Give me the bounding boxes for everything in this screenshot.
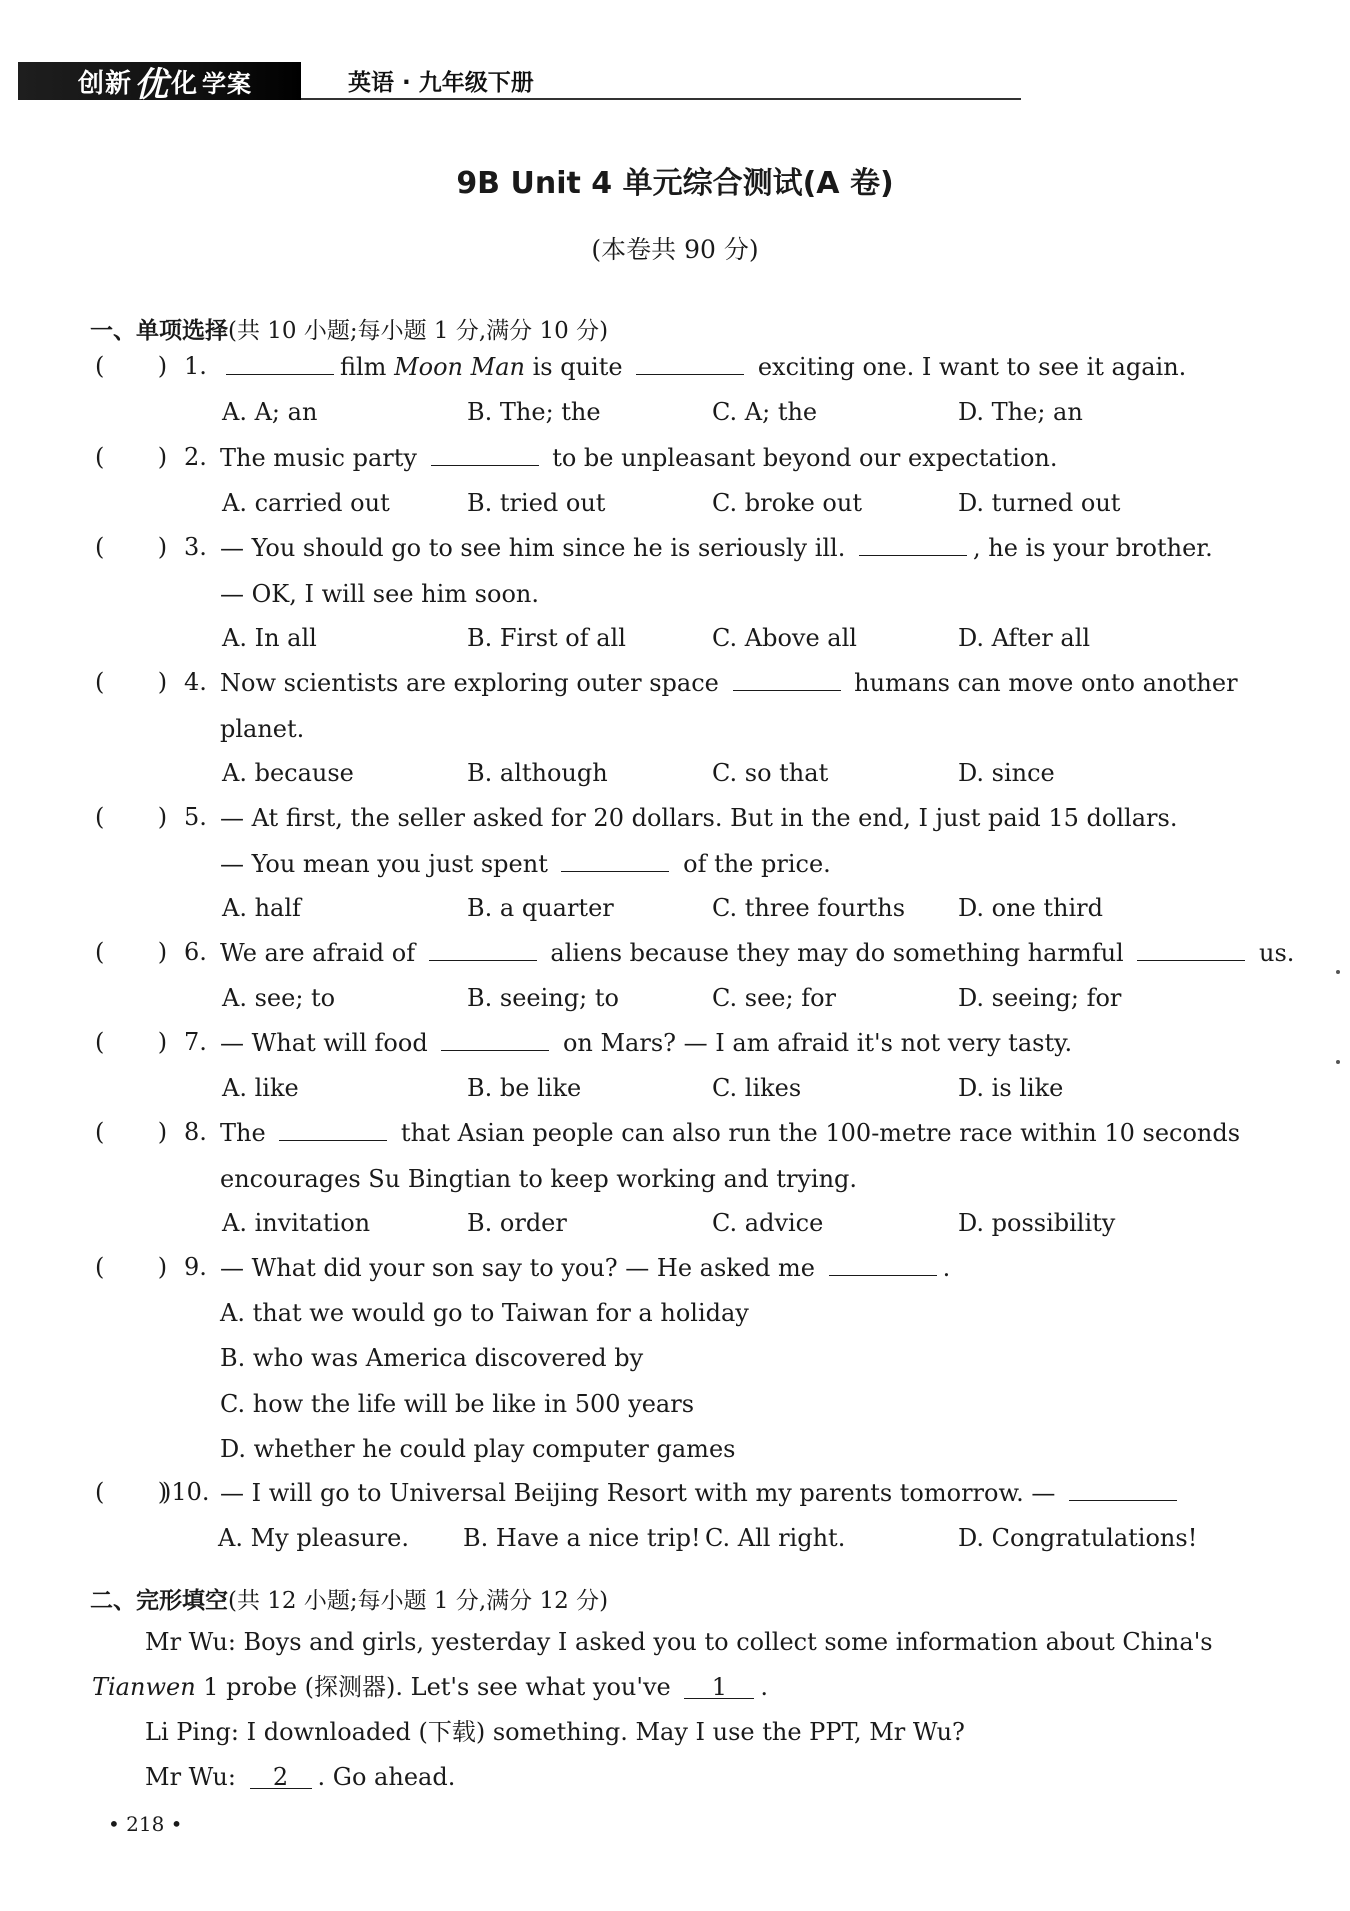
text: — What did your son say to you? — He asked me [220, 1254, 823, 1282]
text: us. [1251, 939, 1295, 967]
question-number: 3. [184, 533, 207, 561]
option[interactable]: A. like [222, 1073, 299, 1102]
option[interactable]: A. carried out [222, 488, 390, 517]
answer-blank[interactable] [829, 1253, 937, 1276]
answer-bracket[interactable]: ( ) [95, 352, 168, 380]
answer-bracket[interactable]: ( ) [95, 443, 168, 471]
option[interactable]: B. tried out [467, 488, 606, 517]
option[interactable]: D. one third [958, 894, 1103, 922]
brand-part: 化 [171, 68, 199, 99]
answer-bracket[interactable]: ( ) [95, 668, 168, 696]
brand-logo [18, 62, 301, 105]
question-stem: planet. [220, 714, 305, 743]
option[interactable]: A. A; an [222, 397, 318, 426]
option[interactable]: B. a quarter [467, 894, 614, 922]
page-title: 9B Unit 4 单元综合测试(A 卷) [456, 166, 894, 201]
option[interactable]: C. broke out [712, 488, 862, 517]
page-header [18, 62, 1018, 105]
text: on Mars? — I am afraid it's not very tasty. [555, 1029, 1073, 1057]
option[interactable]: D. is like [958, 1073, 1064, 1102]
question-number: 6. [184, 938, 207, 966]
answer-bracket[interactable]: ( ) [95, 1253, 168, 1281]
option[interactable]: A. that we would go to Taiwan for a holiday [220, 1298, 749, 1327]
option[interactable]: C. All right. [705, 1523, 846, 1552]
question-stem: encourages Su Bingtian to keep working and trying. [220, 1164, 858, 1193]
section-heading [90, 1582, 608, 1615]
option[interactable]: A. because [222, 759, 354, 787]
answer-blank[interactable] [429, 938, 537, 961]
option[interactable]: B. First of all [467, 624, 626, 652]
answer-blank[interactable] [1069, 1478, 1177, 1501]
question-number: 5. [184, 803, 207, 831]
question-stem [220, 1118, 1240, 1148]
text: of the price. [675, 849, 831, 878]
total-score: (本卷共 90 分) [591, 235, 759, 264]
question-number: 9. [184, 1253, 207, 1281]
answer-bracket[interactable]: ( ) [95, 1028, 168, 1056]
section-heading [90, 312, 608, 345]
question-stem [220, 443, 1058, 473]
question-number: )10. [162, 1478, 210, 1506]
question-stem [220, 1253, 950, 1283]
dialogue-line [92, 1672, 768, 1702]
answer-blank[interactable] [226, 352, 334, 375]
option[interactable]: A. see; to [222, 983, 336, 1012]
section-label: 一、单项选择 [90, 318, 228, 344]
option[interactable]: D. Congratulations! [958, 1523, 1198, 1552]
text: Now scientists are exploring outer space [220, 669, 727, 697]
question-stem [220, 1028, 1072, 1058]
answer-blank[interactable] [561, 849, 669, 872]
option[interactable]: C. how the life will be like in 500 years [220, 1389, 695, 1418]
brand-part: 优 [134, 64, 170, 105]
answer-bracket[interactable]: ( ) [95, 533, 168, 561]
option[interactable]: B. who was America discovered by [220, 1344, 644, 1372]
dialogue-line [145, 1762, 455, 1792]
answer-blank[interactable] [431, 443, 539, 466]
question-stem [220, 668, 1238, 698]
text: The [220, 1119, 274, 1147]
option[interactable]: C. likes [712, 1073, 802, 1102]
dialogue-line: Li Ping: I downloaded (下载) something. May I use the PPT, Mr Wu? [145, 1718, 965, 1746]
option[interactable]: B. although [467, 759, 608, 787]
question-number: 8. [184, 1118, 207, 1146]
section-note: (共 12 小题;每小题 1 分,满分 12 分) [228, 1588, 609, 1614]
option[interactable]: B. The; the [467, 397, 601, 426]
text: — At first, the seller asked for 20 dollars. But in the end, I just paid 15 dollars. [220, 804, 1178, 832]
answer-blank[interactable] [279, 1118, 387, 1141]
question-stem [220, 938, 1294, 968]
answer-bracket[interactable]: ( ) [95, 938, 168, 966]
question-number: 7. [184, 1028, 207, 1056]
section-label: 二、完形填空 [90, 1588, 228, 1614]
answer-blank[interactable] [733, 668, 841, 691]
option[interactable]: D. turned out [958, 488, 1121, 517]
scan-mark [1336, 970, 1340, 974]
page-number: • 218 • [108, 1812, 183, 1836]
text: humans can move onto another [846, 669, 1238, 697]
answer-bracket[interactable]: ( ) [95, 1478, 168, 1506]
header-rule [301, 98, 1021, 100]
text: . [760, 1673, 769, 1701]
option[interactable]: A. half [222, 894, 301, 922]
option[interactable]: D. possibility [958, 1209, 1116, 1237]
option[interactable]: C. Above all [712, 624, 857, 652]
option[interactable]: D. After all [958, 624, 1091, 652]
text: exciting one. I want to see it again. [750, 353, 1187, 381]
question-stem [220, 849, 831, 879]
option[interactable]: D. seeing; for [958, 983, 1122, 1012]
option[interactable]: A. In all [222, 624, 317, 652]
text: aliens because they may do something harmful [542, 939, 1132, 967]
text: Mr Wu: [145, 1763, 244, 1791]
question-stem [220, 803, 1177, 833]
film-title: Moon Man [394, 353, 525, 381]
text: that Asian people can also run the 100-metre race within 10 seconds [393, 1119, 1241, 1147]
scan-mark [1336, 1060, 1340, 1064]
question-stem [220, 533, 1213, 563]
text: 1 probe (探测器). Let's see what you've [195, 1673, 679, 1701]
option[interactable]: A. My pleasure. [218, 1523, 409, 1552]
option[interactable]: B. order [467, 1209, 567, 1237]
section-note: (共 10 小题;每小题 1 分,满分 10 分) [228, 318, 609, 344]
option[interactable]: D. whether he could play computer games [220, 1435, 736, 1463]
option[interactable]: B. seeing; to [467, 983, 619, 1012]
text: is quite [524, 353, 631, 381]
question-stem: — OK, I will see him soon. [220, 579, 539, 608]
answer-bracket[interactable]: ( ) [95, 803, 168, 831]
text: — What will food [220, 1029, 436, 1057]
question-number: 1. [184, 352, 207, 380]
option[interactable]: A. invitation [222, 1209, 371, 1237]
option[interactable]: B. be like [467, 1073, 582, 1102]
cloze-blank[interactable] [250, 1762, 312, 1789]
option[interactable]: C. A; the [712, 397, 818, 426]
question-stem [220, 352, 1186, 382]
text: . Go ahead. [317, 1763, 456, 1791]
text: , he is your brother. [972, 534, 1213, 562]
answer-blank[interactable] [636, 352, 744, 375]
option[interactable]: B. Have a nice trip! [463, 1523, 701, 1552]
subject-label: 英语 · 九年级下册 [348, 70, 534, 96]
text: The music party [220, 444, 425, 472]
question-number: 2. [184, 443, 207, 471]
question-number: 4. [184, 668, 207, 696]
answer-blank[interactable] [859, 533, 967, 556]
option[interactable]: C. so that [712, 759, 829, 787]
text: . [942, 1254, 951, 1282]
answer-blank[interactable] [441, 1028, 549, 1051]
text: — You mean you just spent [220, 849, 556, 878]
brand-part: 学案 [202, 69, 253, 98]
question-stem [220, 1478, 1183, 1508]
text: — You should go to see him since he is seriously ill. [220, 534, 853, 562]
probe-name: Tianwen [92, 1673, 196, 1701]
text: to be unpleasant beyond our expectation. [544, 444, 1058, 472]
brand-part: 创新 [78, 68, 133, 99]
option[interactable]: D. since [958, 759, 1055, 787]
option[interactable]: C. advice [712, 1209, 824, 1237]
answer-bracket[interactable]: ( ) [95, 1118, 168, 1146]
option[interactable]: D. The; an [958, 397, 1083, 426]
cloze-blank[interactable] [684, 1672, 754, 1699]
blank-number: 1 [711, 1673, 728, 1701]
option[interactable]: C. see; for [712, 983, 837, 1012]
option[interactable]: C. three fourths [712, 894, 906, 922]
blank-number: 2 [272, 1763, 289, 1791]
dialogue-line: Mr Wu: Boys and girls, yesterday I asked you to collect some information about China's [145, 1628, 1213, 1656]
text: — I will go to Universal Beijing Resort with my parents tomorrow. — [220, 1479, 1064, 1507]
answer-blank[interactable] [1137, 938, 1245, 961]
text: film [340, 353, 395, 381]
text: We are afraid of [220, 939, 423, 967]
